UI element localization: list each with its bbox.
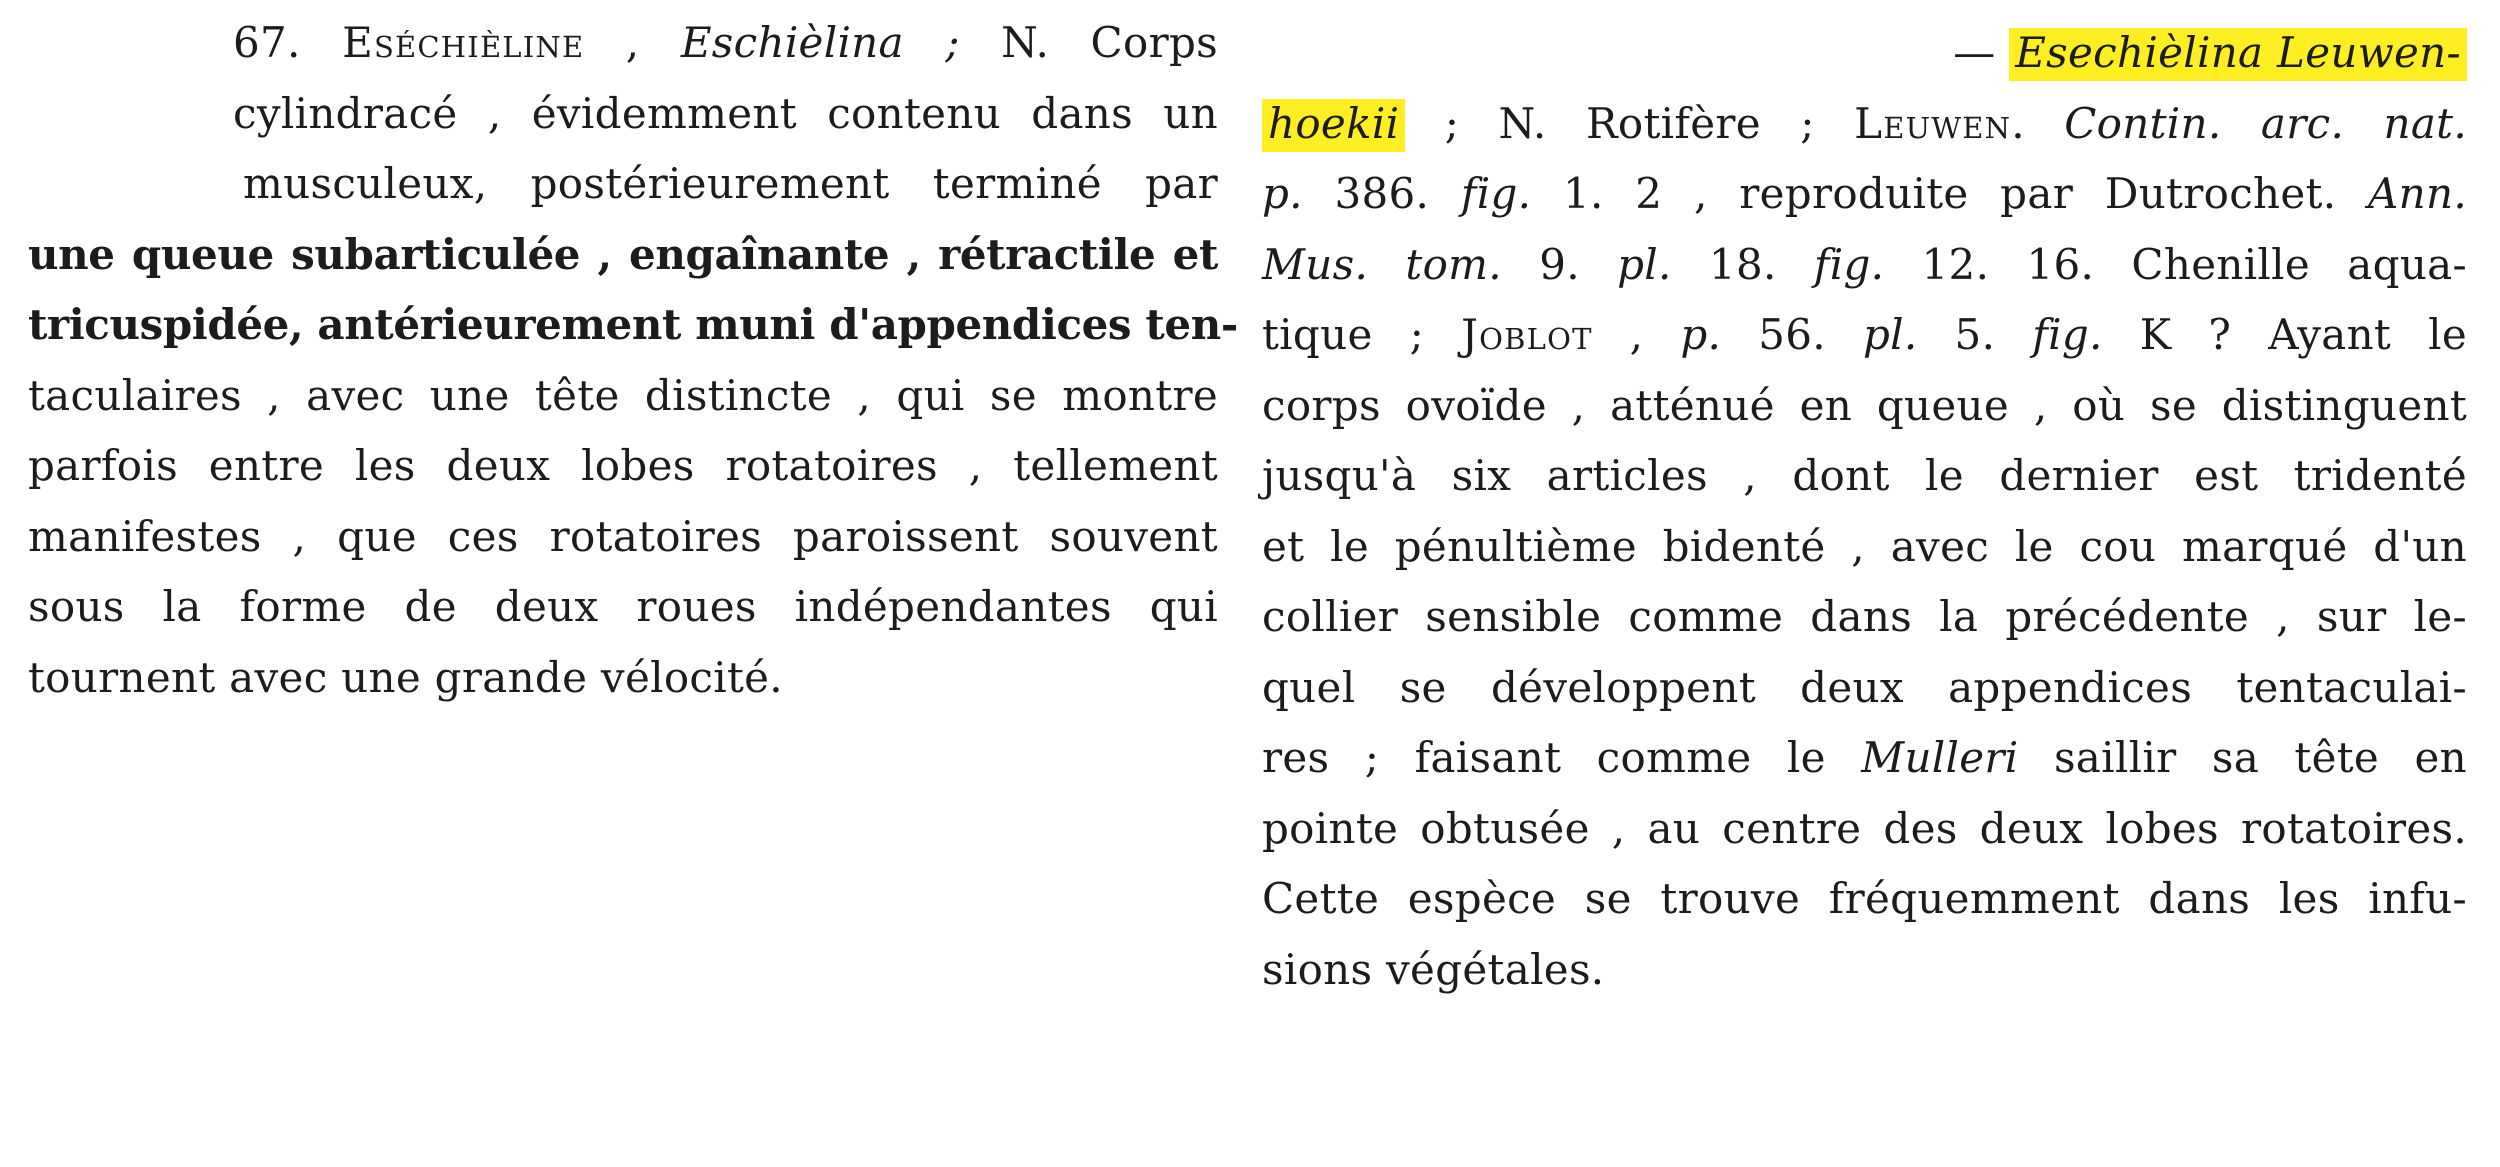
text: 9. (1501, 239, 1618, 289)
text: saillir sa tête en (2018, 733, 2467, 782)
dash: — (1953, 28, 2010, 77)
reference-title: Contin. arc. nat. (2064, 98, 2467, 148)
citation-line (1262, 89, 2467, 160)
text: 386. (1302, 169, 1461, 218)
text-line: taculaires , avec une tête distincte , qui se montre (28, 370, 1218, 420)
text: 18. (1671, 239, 1814, 289)
text: ; N. Rotifère ; (1405, 98, 1855, 148)
text-line: cylindracé , évidemment contenu dans un (233, 88, 1218, 138)
text: res ; faisant comme le (1262, 733, 1862, 782)
text: tique ; (1262, 310, 1462, 359)
entry-number: 67. (233, 18, 343, 67)
entry-text: N. Corps (959, 18, 1218, 67)
separator: , (584, 18, 681, 67)
text-line: tricuspidée, antérieurement muni d'appendices ten- (28, 300, 1238, 349)
text: 12. 16. Chenille aqua- (1884, 239, 2467, 289)
text-line: collier sensible comme dans la précédente , sur le- (1262, 592, 2467, 641)
text-line: sous la forme de deux roues indépendantes qui (28, 582, 1218, 631)
text-line: manifestes , que ces rotatoires paroissent souvent (28, 511, 1218, 561)
entry-heading-line (28, 8, 1218, 79)
text: K ? Ayant le (2102, 310, 2468, 359)
abbr: pl. (1862, 310, 1918, 359)
species-name: Mulleri (1861, 733, 2019, 782)
text-line: pointe obtusée , au centre des deux lobes rotatoires. (1262, 803, 2467, 853)
text: 56. (1721, 310, 1863, 359)
abbr: fig. (1813, 239, 1885, 289)
citation-line (1262, 300, 2467, 371)
entry-latin-name: Eschièlina ; (680, 18, 960, 67)
abbr: Mus. tom. (1262, 239, 1502, 289)
text-line: musculeux, postérieurement terminé par (243, 159, 1218, 208)
author-name: Joblot (1461, 310, 1593, 359)
text: 5. (1917, 310, 2033, 359)
abbr: pl. (1617, 239, 1672, 289)
author-name: Leuwen (1854, 98, 2012, 148)
text-line: sions végétales. (1262, 944, 1605, 994)
abbr: p. (1680, 310, 1722, 359)
left-column (28, 8, 1238, 713)
text-line: corps ovoïde , atténué en queue , où se distinguent (1262, 380, 2467, 430)
text-line: quel se développent deux appendices tentaculai- (1262, 662, 2467, 712)
text-line: et le pénultième bidenté , avec le cou marqué d'un (1262, 521, 2467, 571)
text-line: jusqu'à six articles , dont le dernier est tridenté (1262, 451, 2467, 500)
text-line: une queue subarticulée , engaînante , rétractile et (28, 229, 1218, 279)
text: 1. 2 , reproduite par Dutrochet. (1531, 169, 2369, 218)
abbr: fig. (2032, 310, 2103, 359)
text-line: parfois entre les deux lobes rotatoires , tellement (28, 441, 1218, 490)
text: , (1592, 310, 1681, 359)
text: . (2011, 98, 2065, 148)
abbr: Ann. (2368, 169, 2467, 218)
text-line: Cette espèce se trouve fréquemment dans les infu- (1262, 874, 2467, 923)
subentry-heading-line (1262, 18, 2467, 89)
highlighted-species-name: Esechièlina Leuwen- (2009, 28, 2467, 81)
citation-line (1262, 230, 2467, 301)
right-column (1262, 18, 2467, 1005)
abbr: fig. (1460, 169, 1532, 218)
text-line (1262, 723, 2467, 794)
abbr: p. (1262, 169, 1303, 218)
citation-line (1262, 159, 2467, 230)
entry-name: Eséchièline (342, 18, 585, 67)
text-line: tournent avec une grande vélocité. (28, 652, 783, 702)
highlighted-species-name-cont: hoekii (1262, 99, 1405, 152)
